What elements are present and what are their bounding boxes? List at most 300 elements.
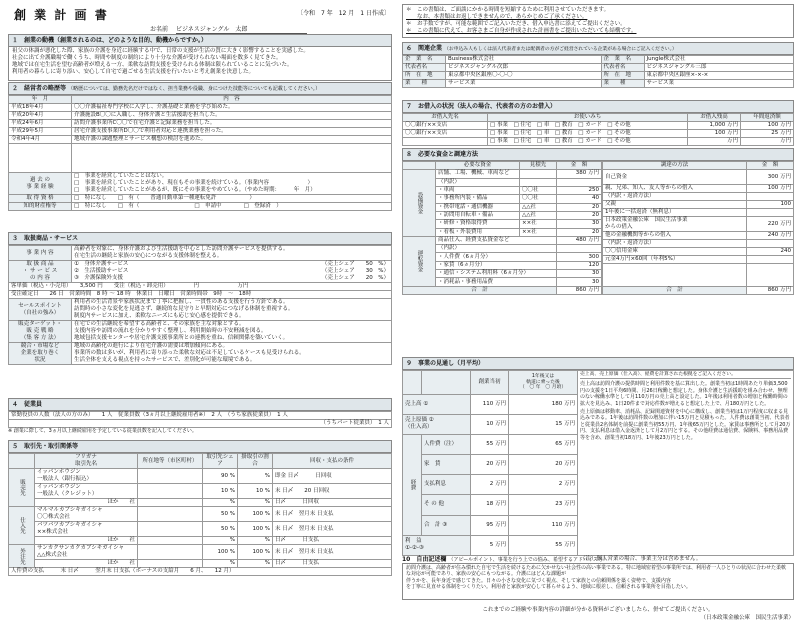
cell[interactable]: □ 事業 □ 住宅 □ 車 □ 教育 □ カード □ その他	[488, 130, 688, 138]
cell: ××社	[520, 220, 557, 228]
table-row	[9, 299, 392, 321]
col-header: 創業当初	[471, 371, 509, 395]
cell: 〇〇社	[520, 195, 557, 203]
table-row	[603, 256, 794, 264]
applicant-name-value: ビジネスジャングル 太郎	[176, 26, 307, 34]
col-header: 取引先シェア	[203, 454, 238, 469]
note-line: ＊ この書類は、ご面談にかかる時間を短縮するために利用させていただきます。	[406, 7, 610, 13]
applicant-name-label: お名前	[150, 26, 169, 33]
cell: %	[203, 537, 238, 545]
kana: イッパンホウジン	[37, 484, 81, 490]
cell: Jungle株式会社	[644, 56, 794, 64]
table-row	[403, 535, 578, 555]
cell: ・家賃（6ヵ月分）	[436, 261, 557, 269]
partner-name: 一般法人（銀行振込）	[37, 476, 93, 482]
table-row	[9, 283, 392, 291]
section-title-text: ２ 経営者の略歴等	[12, 85, 67, 92]
license-row	[9, 195, 392, 203]
table-row	[9, 469, 392, 484]
cell: 120	[557, 261, 602, 269]
cell: 380 万円	[557, 170, 602, 178]
cell: %	[238, 469, 273, 484]
cell	[138, 545, 203, 560]
table-row	[403, 236, 602, 244]
cell: %	[238, 499, 273, 507]
cell: 1,000 万円	[688, 122, 741, 130]
col-header: フリガナ 取引先名	[35, 454, 138, 469]
cell: ・消耗品・事務用品費	[436, 278, 557, 286]
cell[interactable]: □ 事業 □ 住宅 □ 車 □ 教育 □ カード □ その他	[488, 122, 688, 130]
row-label: 家 賃	[422, 455, 471, 475]
employees-footnote: ※ 創業に際して、3ヵ月以上継続雇用を予定している従業員数を記入してください。	[8, 428, 197, 434]
table-row	[403, 414, 578, 434]
table-header-row	[403, 162, 602, 170]
cell: 240	[747, 248, 794, 256]
cell	[747, 240, 794, 248]
cell: サービス業	[644, 80, 794, 88]
cell: 90 %	[203, 469, 238, 484]
cell: 即金 日〆 日回収	[273, 469, 392, 484]
cell: 100 万円	[688, 130, 741, 138]
table-row	[9, 261, 392, 283]
cell	[138, 484, 203, 499]
table-header-row	[9, 454, 392, 469]
text-line: 生活全体を支える視点を持ったサービスで、差別化が可能な環境である。	[74, 357, 256, 363]
table-row	[403, 64, 794, 72]
table-row	[9, 136, 392, 144]
cell: 日〆 日回収	[273, 499, 392, 507]
checkbox-option[interactable]: □ 事業を経営していたことがあるが、既にその事業をやめている。（やめた時期： 年 月）	[74, 187, 316, 193]
cell: 他の金融機関等からの借入	[603, 232, 747, 240]
outlook-table	[402, 370, 578, 556]
cell: 業 種	[403, 80, 446, 88]
cell: 末 日〆 翌月末 日支払	[273, 522, 392, 537]
table-row	[403, 138, 794, 146]
table-row	[9, 246, 392, 261]
cell: 万円	[688, 138, 741, 146]
cell: %	[238, 537, 273, 545]
payroll-row	[9, 568, 392, 576]
cell: 平成20年4月	[9, 112, 72, 120]
cell: 代表者名	[403, 64, 446, 72]
target-label: 販売ターゲット・ 販 売 戦 略 （集 客 方 法）	[9, 321, 72, 343]
cell: 父親	[603, 201, 747, 209]
section-title: ７ お借入の状況（法人の場合、代表者の方のお借入）	[402, 100, 794, 113]
expense-label: 経費	[403, 434, 422, 535]
col-header: 回収・支払の条件	[273, 454, 392, 469]
note-line: ＊ お手数ですが、可能な範囲でご記入いただき、借入申込書に添えてご提出ください。	[406, 21, 626, 27]
table-row	[603, 185, 794, 193]
table-header-row	[403, 371, 578, 395]
cell: 企 業 名	[601, 56, 644, 64]
section-title: ５ 取引先・取引関係等	[8, 440, 392, 453]
cell	[138, 499, 203, 507]
total-row	[403, 286, 602, 294]
cell: 日〆 日支払	[273, 560, 392, 568]
table-row	[403, 495, 578, 515]
cell: サービス業	[446, 80, 602, 88]
cell: 100 万円	[747, 185, 794, 193]
table-row	[403, 130, 794, 138]
kana: バツバツカブシキガイシャ	[37, 522, 103, 528]
section-products	[8, 232, 392, 365]
document-date: 〔令和 7 年 12 月 1 日作成〕	[297, 10, 390, 17]
col-header: 金 額	[747, 162, 794, 170]
cell: 5 万円	[471, 535, 509, 555]
table-row	[403, 394, 578, 414]
table-row	[403, 170, 602, 178]
past-experience-row	[9, 173, 392, 195]
cell: △△社	[520, 211, 557, 219]
cell: 代表者名	[601, 64, 644, 72]
license-value[interactable]: □ 特になし □ 有（ 普通自動車第一種運転免許 ）	[72, 195, 392, 203]
cell: 〇〇介護福祉専門学校に入学し、介護基礎と業務を学び始めた。	[72, 104, 392, 112]
cell: 10 %	[238, 484, 273, 499]
cell	[35, 469, 138, 484]
section-funding	[402, 148, 794, 295]
item-line	[74, 268, 389, 275]
cell: 55 万円	[471, 434, 509, 454]
item-share: （売上シェア 50 %）	[321, 261, 389, 267]
section-title-note: （お申込み人もしくは法人代表者または配偶者の方がご経営されている企業がある場合にご記入ください。）	[444, 47, 677, 52]
cell: ・人件費（6ヵ月分）	[436, 253, 557, 261]
table-row	[9, 420, 392, 428]
cell: 50 %	[203, 522, 238, 537]
table-row	[603, 217, 794, 232]
cell	[557, 178, 602, 186]
section-title: ８ 必要な資金と調達方法	[402, 148, 794, 161]
cell: 18 万円	[471, 495, 509, 515]
item-name: ① 身体介護サービス	[74, 261, 129, 267]
row-label: 売上原価 ② （仕入高）	[403, 414, 471, 434]
cell: 30	[557, 220, 602, 228]
cell	[747, 193, 794, 201]
license-label: 取 得 資 格	[9, 195, 72, 203]
cell: 平成29年5月	[9, 128, 72, 136]
partner-name: △△株式会社	[37, 552, 68, 558]
cell: 20	[557, 211, 602, 219]
text-line: 伴うかを、長年身近で感じてきた。日々の小さな変化に気づく視点、そして家族との信頼関係を築く姿勢で、支援内容	[406, 577, 671, 584]
notes-box	[402, 4, 794, 38]
cell: ・携帯電話・通信機器	[436, 203, 520, 211]
section-title	[402, 554, 794, 564]
kana: イッパンホウジン	[37, 469, 81, 475]
text-line: 利用者の生活背景や家族状況まで丁寧に把握し、一貫性のある支援を行う方針である。	[74, 299, 289, 305]
footer-issuer: （日本政策金融公庫 国民生活事業）	[700, 615, 794, 621]
cell: ・研修・資格取得費	[436, 220, 520, 228]
note-line: なお、本書類はお返しできませんので、あらかじめご了承ください。	[406, 14, 588, 20]
section-title: ９ 事業の見通し（月平均）	[402, 357, 794, 370]
hours-row: 受注確定日 26 日 営業時間 8 時 ～ 18 時 休業日 日曜日 営業時間帯 9時 ～ 18時	[9, 291, 392, 299]
text-line: 高齢者を対象に、身体介護および生活援助を中心とした訪問介護サービスを提供する。	[74, 246, 289, 252]
table-row	[403, 434, 578, 454]
row-label: 人件費（注）	[422, 434, 471, 454]
cell: 自己資金	[603, 170, 747, 185]
cell: 10 万円	[471, 414, 509, 434]
section-title-note: （アピールポイント、事業を行う上での悩み、希望するアドバイス等）	[448, 557, 608, 563]
section-trading	[8, 440, 392, 576]
col-header: 調達の方法	[603, 162, 747, 170]
cell: 令和4年4月	[9, 136, 72, 144]
section-free-text	[402, 554, 794, 600]
item-line	[74, 261, 389, 268]
cell: 300	[557, 253, 602, 261]
col-header: 所在地等（市区町村）	[138, 454, 203, 469]
row-label: そ の 他	[422, 495, 471, 515]
cell	[35, 507, 138, 522]
total-label: 合 計	[403, 286, 557, 294]
footer	[402, 606, 794, 622]
past-experience-options	[72, 173, 392, 195]
section-title	[402, 42, 794, 55]
items-label: 取 扱 商 品 ・ サ ー ビ ス の 内 容	[9, 261, 72, 283]
table-row	[9, 112, 392, 120]
table-row	[403, 475, 578, 495]
cell: 〇〇銀行××支店	[403, 130, 488, 138]
cell: %	[238, 560, 273, 568]
cell: 100	[747, 201, 794, 209]
text-line: 在宅での生活継続を希望する高齢者と、その家族を主な対象とする。	[74, 321, 245, 327]
col-header: 1年後又は 軌道に乗った後 （ 〇 年 〇 月頃）	[509, 371, 578, 395]
cell: Business株式会社	[446, 56, 602, 64]
table-row	[9, 104, 392, 112]
sales-label: 販売先	[9, 469, 35, 507]
row-label: 支払利息	[422, 475, 471, 495]
cell: 10 %	[203, 484, 238, 499]
table-row	[9, 522, 392, 537]
loans-table	[402, 113, 794, 146]
cell: 20	[557, 203, 602, 211]
cell: 東京都中央区銀座〇-〇-〇	[446, 72, 602, 80]
checkbox-option[interactable]: □ 事業を経営していたことはない。	[74, 173, 168, 179]
cell: 220 万円	[747, 217, 794, 232]
text-line: 祖父の体調が悪化した際、家族の介護を身近に経験する中で、日常の支援が生活の質に大きく影響することを実感した。	[12, 48, 309, 54]
cell	[9, 144, 72, 173]
table-row	[9, 343, 392, 365]
trading-table	[8, 453, 392, 576]
cell	[138, 469, 203, 484]
table-row	[9, 484, 392, 499]
cell: 万円	[741, 138, 794, 146]
outlook-basis	[578, 370, 794, 556]
col-header: 年 月	[9, 96, 72, 104]
sales-point-label: セールスポイント （自社の強み）	[9, 299, 72, 321]
table-row	[403, 455, 578, 475]
equipment-label: 設備資金	[403, 170, 436, 237]
table-row	[403, 80, 794, 88]
document-title: 創 業 計 画 書	[14, 8, 109, 22]
cell: 20 万円	[509, 455, 578, 475]
item-name: ② 生活援助サービス	[74, 268, 129, 274]
cell: %	[203, 560, 238, 568]
cell: 100 %	[238, 545, 273, 560]
table-row	[9, 537, 392, 545]
working-capital-label: 運転資金	[403, 236, 436, 286]
col-header: お借入先名	[403, 114, 488, 122]
cell: 〇〇信用金庫	[603, 248, 747, 256]
total-label: 合 計	[603, 287, 747, 295]
section-title-note: （略歴については、勤務先名だけではなく、担当業務や役職、身につけた技能等についても記載してください。）	[68, 86, 321, 92]
cell: 95 万円	[471, 515, 509, 535]
cell: ・車両	[436, 186, 520, 194]
table-row	[9, 128, 392, 136]
cell: 日〆 日支払	[273, 537, 392, 545]
document-header	[8, 4, 392, 34]
col-header	[403, 162, 436, 170]
text-line: 訪問介護は、高齢者が住み慣れた自宅で生活を続けるために欠かせない社会性の高い事業である。特に地域密着型の事業所では、利用者一人ひとりの状況に合わせた柔軟な対応が可能であり、家族の安心にもつながる。介護にはどんな課題が	[406, 565, 787, 578]
section-loans	[402, 100, 794, 146]
col-header: 必要な資金	[436, 162, 520, 170]
cell	[138, 507, 203, 522]
total-row	[603, 287, 794, 295]
ip-value[interactable]: □ 特になし □ 有（ □ 申請中 □ 登録済 ）	[72, 203, 392, 211]
item-share: （売上シェア 30 %）	[321, 268, 389, 274]
sales-point-value	[72, 299, 392, 321]
cell: 40	[557, 195, 602, 203]
cell: 23 万円	[509, 495, 578, 515]
cell	[403, 138, 488, 146]
partner-name: ××株式会社	[37, 529, 69, 535]
table-row	[603, 170, 794, 185]
cell: 180 万円	[509, 394, 578, 414]
cell: 2 万円	[509, 475, 578, 495]
employees-row: 常勤役員の人数（法人の方のみ） 1 人 従業員数（3ヵ月以上継続雇用者※） 2 人 （うち家族従業員） 1 人	[9, 412, 392, 420]
content-value	[72, 246, 392, 261]
basis-header: 売上高、売上原価（仕入高）、経費を計算された根拠をご記入ください。	[580, 372, 791, 379]
table-row	[603, 248, 794, 256]
cell: 30	[557, 270, 602, 278]
cell: 15 万円	[509, 414, 578, 434]
basis-paragraph: 売上原価は移動車、消耗品、記録関連資材を中心に構成し、創業当初は1万円程度に収まる見込みである。1年後は訪問件数の増加に伴い15万円と見積もった。人件費は創業当初、代表者と従業員2名体制を前提に創業当初55万円、1年後65万円とした。家賃は事務所として月20万円、支払利息は借入金返済として月2万円とする。その他経費は通信費、保険料、事務用品費等を含め、創業当初18万円、1年後23万円とした。	[580, 409, 791, 441]
cell	[747, 264, 794, 287]
table-row	[603, 240, 794, 248]
text-line: 地域包括支援センターや居宅介護支援事業所との連携を重ね、信頼関係を築いていく。	[74, 335, 289, 341]
table-row	[603, 232, 794, 240]
cell	[138, 537, 203, 545]
cell: 所 在 地	[403, 72, 446, 80]
cell: ほか 社	[35, 537, 138, 545]
col-header: お借入残高	[688, 114, 741, 122]
text-line: を丁寧に見直せる体制をつくりたい。利用者と家族が安心して暮らせるよう、地域に根差し、信頼される事業所を目指したい。	[406, 584, 691, 591]
outsource-label: 外注先	[9, 545, 35, 568]
table-row	[9, 144, 392, 173]
section-title: ３ 取扱商品・サービス	[8, 232, 392, 245]
free-text-box	[402, 564, 794, 600]
col-header: 年間返済額	[741, 114, 794, 122]
table-row	[603, 209, 794, 217]
table-row	[9, 507, 392, 522]
table-row	[9, 291, 392, 299]
item-line	[74, 275, 389, 282]
section-career	[8, 82, 392, 211]
cell: 2 万円	[471, 475, 509, 495]
ip-label: 知的財産権等	[9, 203, 72, 211]
funding-needs-table	[402, 161, 602, 295]
cell: 20	[557, 228, 602, 236]
cell: 300 万円	[747, 170, 794, 185]
applicant-name	[150, 24, 307, 33]
table-row	[603, 193, 794, 201]
cell: ・通信・システム利用料（6ヵ月分）	[436, 270, 557, 278]
text-line: 事業所の数は多いが、利用者に寄り添った柔軟な対応は不足しているケースも見受けられる。	[74, 350, 305, 356]
footer-line: これまでのご経験や事業内容の詳細が分かる資料がございましたら、併せてご提出ください。	[482, 607, 714, 613]
table-row	[403, 122, 794, 130]
cell: 50 %	[203, 507, 238, 522]
career-table	[8, 95, 392, 211]
row-label: 合 計 ③	[422, 515, 471, 535]
cell: 商品仕入、経費支払資金など	[436, 236, 557, 244]
row-label: 利 益 ①-②-③	[403, 535, 471, 555]
col-header	[403, 371, 422, 395]
section-related-companies	[402, 42, 794, 88]
cell: 地域介護の課題整理とサービス構想の検討を進めた。	[72, 136, 392, 144]
cell: 介護施設B〇〇に入職し、身体介護と生活援助を担当した。	[72, 112, 392, 120]
col-header: お使いみち	[488, 114, 688, 122]
cell	[557, 245, 602, 253]
target-value	[72, 321, 392, 343]
cell: 100 %	[238, 522, 273, 537]
table-row	[403, 72, 794, 80]
employees-row: （うちパート従業員） 1 人	[9, 420, 392, 428]
table-header-row	[603, 162, 794, 170]
table-row	[9, 545, 392, 560]
cell	[747, 209, 794, 217]
text-line: 地域の高齢化の進行により在宅介護の需要は増加傾向にある。	[74, 343, 229, 349]
partner-name: 一般法人（クレジット）	[37, 491, 98, 497]
cell: 所 在 地	[601, 72, 644, 80]
cell: 〇〇社	[520, 186, 557, 194]
payroll-terms: 人件費の支払 末 日〆 翌月末 日支払（ボーナスの支給月 6 月、 12 月）	[9, 568, 392, 576]
cell: 100 万円	[741, 122, 794, 130]
cell: ほか 社	[35, 560, 138, 568]
cell	[747, 256, 794, 264]
kana: サンカクサンカクカブシキガイシャ	[37, 545, 124, 551]
section-title-text: 10 自由記述欄	[402, 556, 447, 563]
table-row	[603, 201, 794, 209]
table-row	[9, 120, 392, 128]
cell: 25 万円	[741, 130, 794, 138]
motivation-text	[8, 47, 392, 81]
text-line: 社会に出て介護職場で働くうち、時間や制度の制約により十分な介護が受けられない場面を数多く見てきた。	[12, 55, 282, 61]
section-motivation	[8, 34, 392, 81]
content-label: 事 業 内 容	[9, 246, 72, 261]
kana: マルマルカブシキガイシャ	[37, 507, 103, 513]
cell: 末 日〆 翌月末 日支払	[273, 545, 392, 560]
cell: 日本政策金融公庫 国民生活事業 からの借入	[603, 217, 747, 232]
item-name: ③ 介護保険外支援	[74, 275, 123, 281]
cell	[138, 522, 203, 537]
cell: ・事務所内装・備品	[436, 195, 520, 203]
col-header: 見積先	[520, 162, 557, 170]
cell: 平成24年6月	[9, 120, 72, 128]
employees-table	[8, 411, 392, 428]
cell	[520, 170, 557, 178]
cell	[35, 522, 138, 537]
cell	[35, 484, 138, 499]
cell[interactable]: □ 事業 □ 住宅 □ 車 □ 教育 □ カード □ その他	[488, 138, 688, 146]
text-line: 支援内容や訪問の流れを分かりやすく整理し、利用開始時の不安軽減を図る。	[74, 328, 267, 334]
cell	[520, 178, 557, 186]
checkbox-option[interactable]: □ 事業を経営していたことがあり、現在もその事業を続けている。（事業内容 ）	[74, 180, 313, 186]
cell	[72, 144, 392, 173]
competition-value	[72, 343, 392, 365]
total-value: 860 万円	[557, 286, 602, 294]
competition-label: 競合・市場など 企業を取り巻く 状況	[9, 343, 72, 365]
cell: 親、兄弟、知人、友人等からの借入	[603, 185, 747, 193]
items-value	[72, 261, 392, 283]
table-row	[403, 56, 794, 64]
cell: 末 日〆 翌月末 日支払	[273, 507, 392, 522]
